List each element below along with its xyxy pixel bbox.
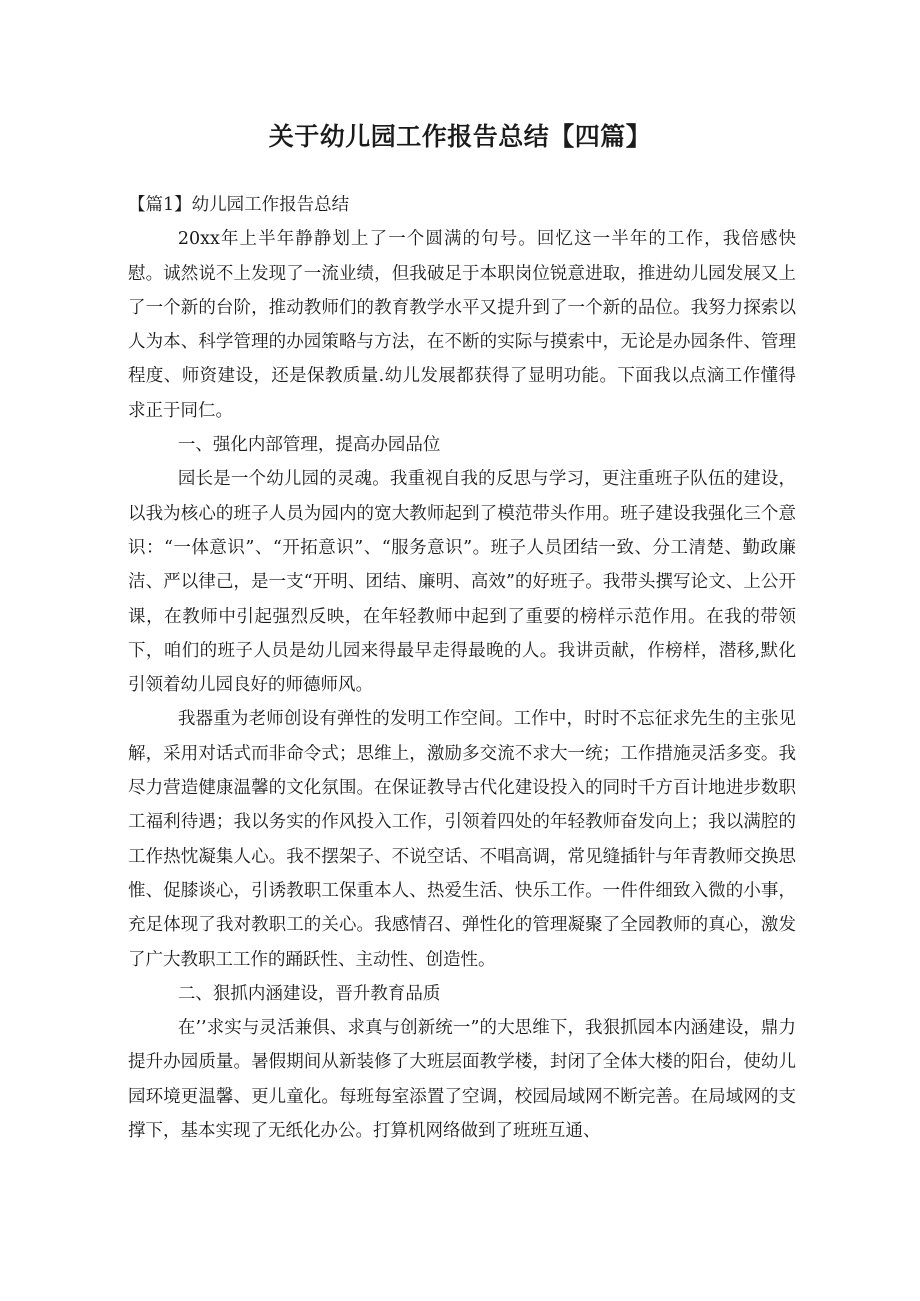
paragraph: 园长是一个幼儿园的灵魂。我重视自我的反思与学习，更注重班子队伍的建设，以我为核心的班子人员为园内的宽大教师起到了模范带头作用。班子建设我强化三个意识：“一体意识”、“开拓意识”、“服务意识”。班子人员团结一致、分工清楚、勤政廉洁、严以律己，是一支“开明、团结、廉明、高效”的好班子。我带头撰写论文、上公开课，在教师中引起强烈反映，在年轻教师中起到了重要的榜样示范作用。在我的带领下，咱们的班子人员是幼儿园来得最早走得最晚的人。我讲贡献，作榜样，潜移,默化引领着幼儿园良好的师德师风。 — [128, 469, 796, 696]
section-heading: 【篇1】幼儿园工作报告总结 — [128, 195, 350, 215]
paragraph: 我器重为老师创设有弹性的发明工作空间。工作中，时时不忘征求先生的主张见解，采用对话式而非命令式；思维上，激励多交流不求大一统；工作措施灵活多变。我尽力营造健康温馨的文化氛围。在保证教导古代化建设投入的同时千方百计地进步数职工福利待遇；我以务实的作风投入工作，引领着四处的年轻教师奋发向上；我以满腔的工作热忱凝集人心。我不摆架子、不说空话、不唱高调，常见缝插针与年青教师交换思惟、促膝谈心，引诱教职工保重本人、热爱生活、快乐工作。一件件细致入微的小事，充足体现了我对教职工的关心。我感情召、弹性化的管理凝聚了全园教师的真心，激发了广大教职工工作的踊跃性、主动性、创造性。 — [128, 709, 796, 970]
document-body — [128, 188, 796, 1148]
subheading: 二、狠抓内涵建设，晋升教育品质 — [177, 983, 441, 1004]
subheading: 一、强化内部管理，提高办园品位 — [177, 435, 441, 456]
paragraph: 20xx年上半年静静划上了一个圆满的句号。回忆这一半年的工作，我倍感快慰。诚然说不上发现了一流业绩，但我破足于本职岗位锐意进取，推进幼儿园发展又上了一个新的台阶，推动教师们的教育教学水平又提升到了一个新的品位。我努力探索以人为本、科学管理的办园策略与方法，在不断的实际与摸索中，无论是办园条件、管理程度、师资建设，还是保教质量.幼儿发展都获得了显明功能。下面我以点滴工作懂得求正于同仁。 — [128, 229, 796, 421]
paragraph: 在’’求实与灵活兼俱、求真与创新统一”的大思维下，我狠抓园本内涵建设，鼎力提升办园质量。暑假期间从新装修了大班层面教学楼，封闭了全体大楼的阳台，使幼儿园环境更温馨、更儿童化。每班每室添置了空调，校园局域网不断完善。在局域网的支撑下，基本实现了无纸化办公。打算机网络做到了班班互通、 — [128, 1018, 796, 1142]
document-title: 关于幼儿园工作报告总结【四篇】 — [268, 122, 652, 151]
